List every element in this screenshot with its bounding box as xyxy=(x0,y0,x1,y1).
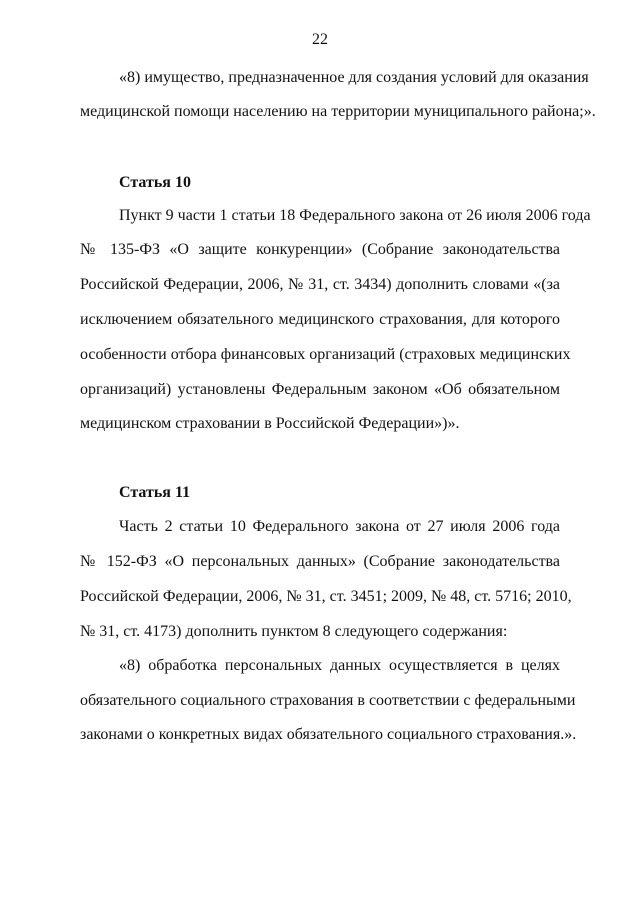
page-number: 22 xyxy=(312,31,328,48)
article-11-heading: Статья 11 xyxy=(119,484,191,501)
text-line: особенности отбора финансовых организаций (страховых медицинских xyxy=(80,346,571,363)
text-line: медицинском страховании в Российской Федерации»)». xyxy=(80,415,460,432)
text-line: организаций) установлены Федеральным законом «Об обязательном xyxy=(80,381,560,398)
text-line: № 135-ФЗ «О защите конкуренции» (Собрание законодательства xyxy=(80,241,560,258)
text-line: «8) имущество, предназначенное для создания условий для оказания xyxy=(119,69,589,86)
text-line: Часть 2 статьи 10 Федерального закона от 27 июля 2006 года xyxy=(119,518,560,535)
text-line: обязательного социального страхования в соответствии с федеральными xyxy=(80,692,576,709)
text-line: исключением обязательного медицинского страхования, для которого xyxy=(80,311,560,328)
text-line: Российской Федерации, 2006, № 31, ст. 3451; 2009, № 48, ст. 5716; 2010, xyxy=(80,588,572,605)
text-line: № 152-ФЗ «О персональных данных» (Собрание законодательства xyxy=(80,553,560,570)
text-line: медицинской помощи населению на территории муниципального района;». xyxy=(80,103,596,120)
text-line: законами о конкретных видах обязательного социального страхования.». xyxy=(80,726,577,743)
text-line: Российской Федерации, 2006, № 31, ст. 3434) дополнить словами «(за xyxy=(80,276,560,293)
text-line: № 31, ст. 4173) дополнить пунктом 8 следующего содержания: xyxy=(80,623,508,640)
article-10-heading: Статья 10 xyxy=(119,174,191,191)
text-line: «8) обработка персональных данных осуществляется в целях xyxy=(119,657,560,674)
text-line: Пункт 9 части 1 статьи 18 Федерального закона от 26 июля 2006 года xyxy=(119,207,591,224)
